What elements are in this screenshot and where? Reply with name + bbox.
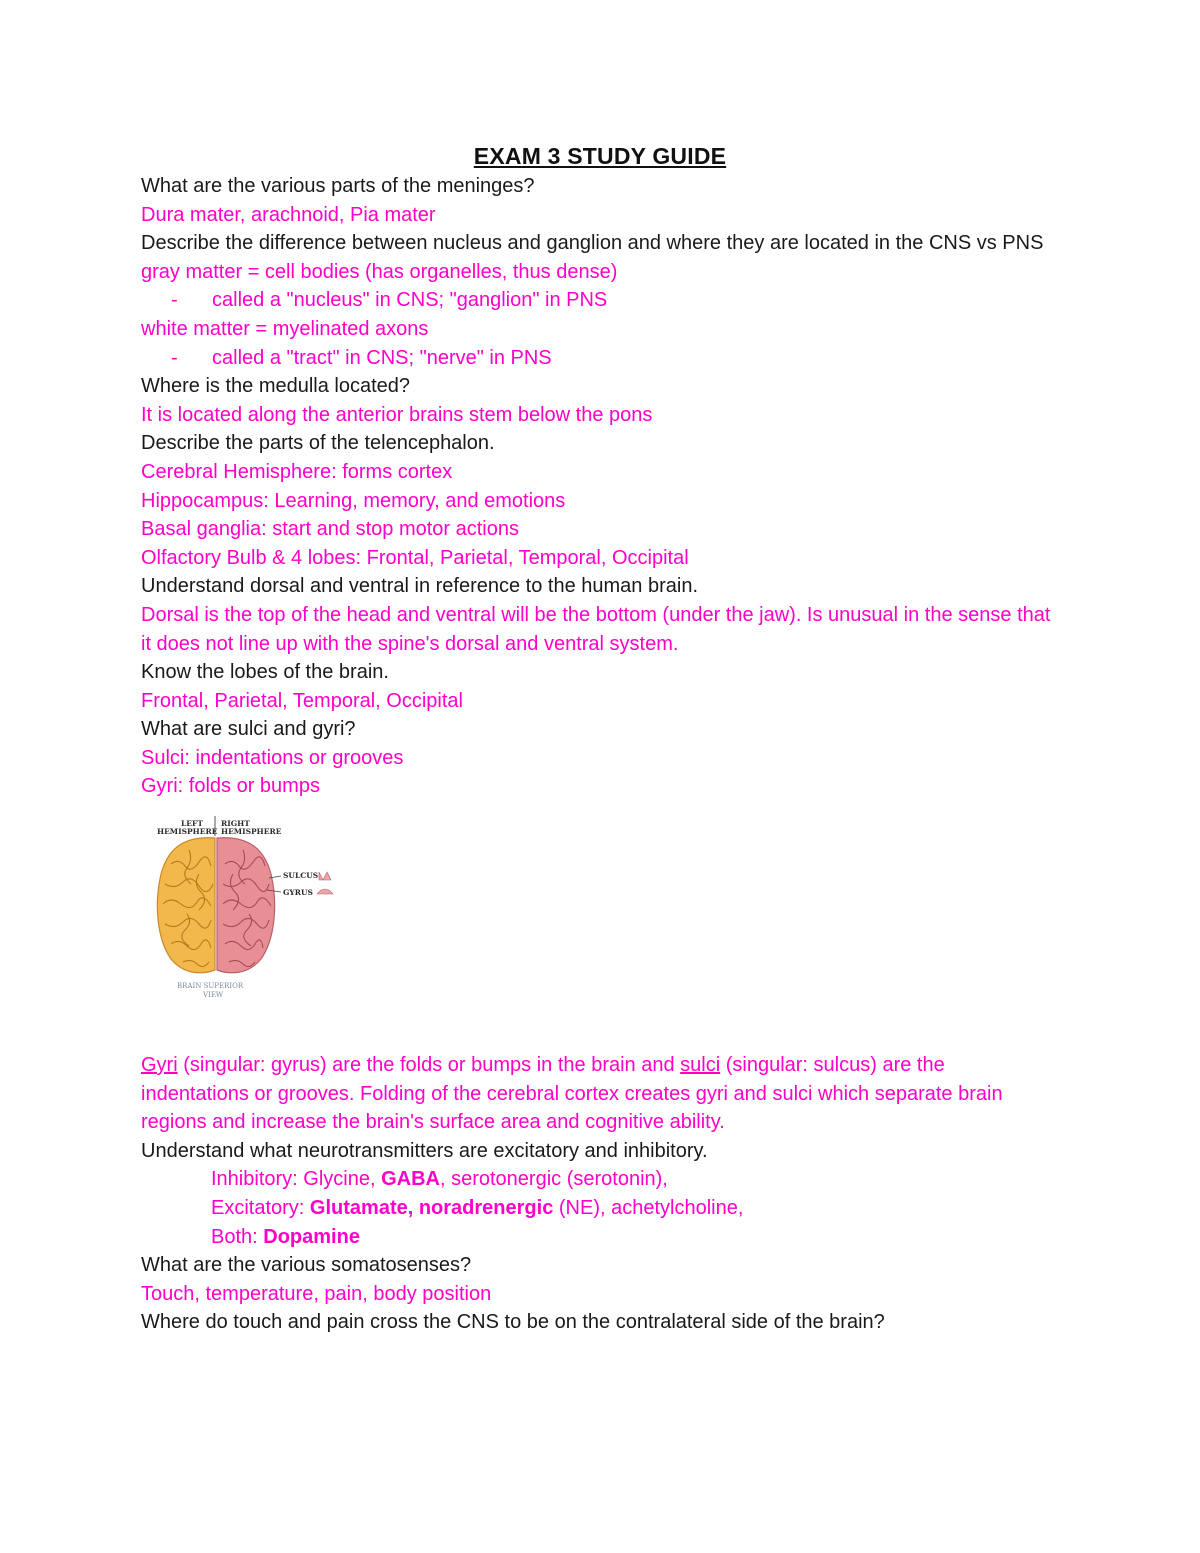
answer-dorsal-ventral: Dorsal is the top of the head and ventral will be the bottom (under the jaw). Is unusual in the sense that it does not line up with the spine's dorsal and ventral system. [141, 603, 1051, 655]
left-hemisphere [157, 838, 215, 973]
question-telencephalon: Describe the parts of the telencephalon. [141, 432, 495, 455]
label-right-1: RIGHT [221, 819, 250, 829]
right-hemisphere [217, 838, 275, 973]
bullet-tract-nerve [141, 344, 1061, 373]
label-right-2: HEMISPHERE [221, 827, 282, 837]
question-nucleus-ganglion: Describe the difference between nucleus and ganglion and where they are located in the CNS vs PNS [141, 232, 1044, 255]
question-somatosenses: What are the various somatosenses? [141, 1254, 472, 1277]
sulcus-icon [319, 872, 331, 880]
bullet-text: called a "tract" in CNS; "nerve" in PNS [212, 346, 552, 369]
answer-basal-ganglia: Basal ganglia: start and stop motor actions [141, 518, 519, 541]
answer-gyri: Gyri: folds or bumps [141, 775, 320, 798]
answer-cerebral-hemisphere: Cerebral Hemisphere: forms cortex [141, 460, 453, 483]
excitatory-label: Excitatory: [211, 1197, 310, 1220]
bullet-text: called a "nucleus" in CNS; "ganglion" in PNS [212, 289, 608, 312]
answer-hippocampus: Hippocampus: Learning, memory, and emotions [141, 489, 566, 512]
answer-gray-matter: gray matter = cell bodies (has organelles, thus dense) [141, 260, 618, 283]
inhibitory-bold: GABA [381, 1168, 440, 1191]
excitatory-bold: Glutamate, noradrenergic [309, 1197, 554, 1220]
label-left-1: LEFT [181, 819, 203, 829]
document-body [141, 172, 1061, 1337]
caption-line-2: VIEW [203, 991, 224, 1000]
both-bold: Dopamine [263, 1225, 360, 1248]
answer-both [141, 1223, 1061, 1252]
page-title: EXAM 3 STUDY GUIDE [473, 143, 727, 169]
bullet-nucleus-ganglion [141, 286, 1061, 315]
question-lobes: Know the lobes of the brain. [141, 661, 389, 684]
inhibitory-rest: , serotonergic (serotonin), [439, 1168, 668, 1191]
bullet-dash: - [171, 289, 178, 312]
para-text-2: (singular: sulcus) are the indentations or grooves. Folding of the cerebral cortex creates gyri and sulci which separate brain regions and increase the brain's surface area and cognitive ability. [141, 1054, 1003, 1134]
excitatory-rest: (NE), achetylcholine, [553, 1197, 744, 1220]
bullet-dash: - [171, 346, 178, 369]
question-neurotransmitters: Understand what neurotransmitters are excitatory and inhibitory. [141, 1139, 708, 1162]
label-gyrus: GYRUS [283, 888, 313, 898]
answer-white-matter: white matter = myelinated axons [141, 317, 429, 340]
caption-line-1: BRAIN SUPERIOR [177, 982, 244, 991]
question-meninges: What are the various parts of the meninges? [141, 175, 535, 197]
answer-meninges: Dura mater, arachnoid, Pia mater [141, 203, 436, 226]
answer-somatosenses: Touch, temperature, pain, body position [141, 1282, 492, 1305]
brain-superior-view-figure [149, 814, 349, 1002]
answer-inhibitory [141, 1165, 1061, 1194]
question-medulla: Where is the medulla located? [141, 375, 411, 398]
label-left-2: HEMISPHERE [157, 827, 218, 837]
brain-illustration [149, 814, 349, 1002]
sulci-link-word: sulci [680, 1054, 721, 1077]
answer-sulci: Sulci: indentations or grooves [141, 746, 404, 769]
inhibitory-label: Inhibitory: Glycine, [211, 1168, 382, 1191]
label-sulcus: SULCUS [283, 871, 319, 881]
question-sulci-gyri: What are sulci and gyri? [141, 718, 356, 741]
answer-medulla: It is located along the anterior brains stem below the pons [141, 403, 653, 426]
answer-excitatory [141, 1194, 1061, 1223]
gyri-link-word: Gyri [141, 1054, 178, 1077]
both-label: Both: [211, 1225, 264, 1248]
question-contralateral: Where do touch and pain cross the CNS to be on the contralateral side of the brain? [141, 1311, 885, 1334]
answer-lobes: Frontal, Parietal, Temporal, Occipital [141, 689, 463, 712]
answer-olfactory-bulb: Olfactory Bulb & 4 lobes: Frontal, Parietal, Temporal, Occipital [141, 546, 689, 569]
gyrus-icon [317, 889, 333, 894]
gyri-sulci-paragraph [141, 1051, 1041, 1137]
question-dorsal-ventral: Understand dorsal and ventral in reference to the human brain. [141, 575, 699, 598]
para-text-1: (singular: gyrus) are the folds or bumps in the brain and [177, 1054, 681, 1077]
